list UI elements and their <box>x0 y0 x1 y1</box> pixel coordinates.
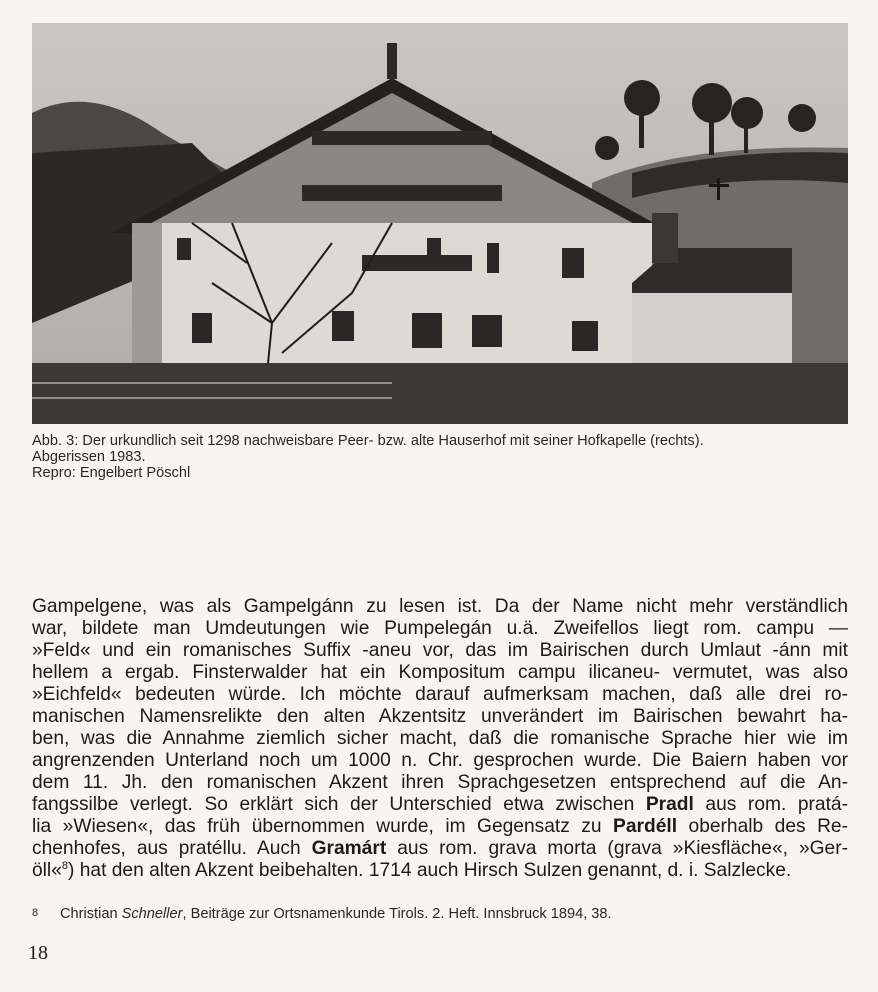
body-paragraph <box>32 596 848 882</box>
footnote-author-first: Christian <box>60 906 122 922</box>
body-line <box>32 794 848 816</box>
body-line: Gampelgene, was als Gampelgánn zu lesen ist. Da der Name nicht mehr verständlich <box>32 596 848 617</box>
footnote-text: , Beiträge zur Ortsnamenkunde Tirols. 2. Heft. Innsbruck 1894, 38. <box>182 906 612 922</box>
body-text-segment: lia »Wiesen«, das früh übernommen wurde, im Gegensatz zu <box>32 816 614 837</box>
body-line: manischen Namensrelikte den alten Akzentsitz unverändert im Bairischen bewahrt ha- <box>32 706 848 727</box>
body-text-segment: oberhalb des Re- <box>677 816 848 837</box>
caption-credit: Repro: Engelbert Pöschl <box>32 465 191 481</box>
footnote-author-last: Schneller <box>121 906 183 922</box>
place-name-gramart: Gramárt <box>311 838 387 859</box>
figure-caption <box>32 433 852 481</box>
body-line: ben, was die Annahme ziemlich sicher macht, daß die romanische Sprache hier wie im <box>32 728 848 749</box>
body-line: war, bildete man Umdeutungen wie Pumpelegán u.ä. Zweifellos liegt rom. campu — <box>32 618 848 639</box>
body-line: angrenzenden Unterland noch um 1000 n. Chr. gesprochen wurde. Die Baiern haben vor <box>32 750 848 771</box>
place-name-pradl: Pradl <box>645 794 694 815</box>
caption-demolished-note: Abgerissen 1983. <box>32 449 146 465</box>
body-text-segment: aus rom. pratá- <box>693 794 848 815</box>
page-number: 18 <box>28 942 48 964</box>
body-line: »Eichfeld« bedeuten würde. Ich möchte darauf aufmerksam machen, daß alle drei ro- <box>32 684 848 705</box>
body-line: dem 11. Jh. den romanischen Akzent ihren Sprachgesetzen entsprechend auf die An- <box>32 772 848 793</box>
caption-title: Abb. 3: Der urkundlich seit 1298 nachweisbare Peer- bzw. alte Hauserhof mit seiner Hofkapelle (rechts). <box>32 433 704 449</box>
footnote-reference[interactable]: 8 <box>61 860 68 872</box>
body-line: »Feld« und ein romanisches Suffix -aneu vor, das im Bairischen durch Umlaut -ánn mit <box>32 640 848 661</box>
body-text-segment: öll« <box>32 860 62 881</box>
body-text-segment: ) hat den alten Akzent beibehalten. 1714 auch Hirsch Sulzen genannt, d. i. Salzlecke. <box>68 860 792 881</box>
footnote <box>32 906 848 922</box>
body-text-segment: fangssilbe verlegt. So erklärt sich der Unterschied etwa zwischen <box>32 794 646 815</box>
body-line <box>32 860 848 882</box>
body-line <box>32 838 848 860</box>
body-line: hellem a ergab. Finsterwalder hat ein Kompositum campu ilicaneu- vermutet, was also <box>32 662 848 683</box>
place-name-pardell: Pardéll <box>613 816 678 837</box>
body-line <box>32 816 848 838</box>
historic-farmhouse-photo <box>32 23 848 424</box>
body-text-segment: chenhofes, aus pratéllu. Auch <box>32 838 312 859</box>
body-text-segment: aus rom. grava morta (grava »Kiesfläche«, »Ger- <box>386 838 848 859</box>
footnote-number: 8 <box>32 907 39 919</box>
